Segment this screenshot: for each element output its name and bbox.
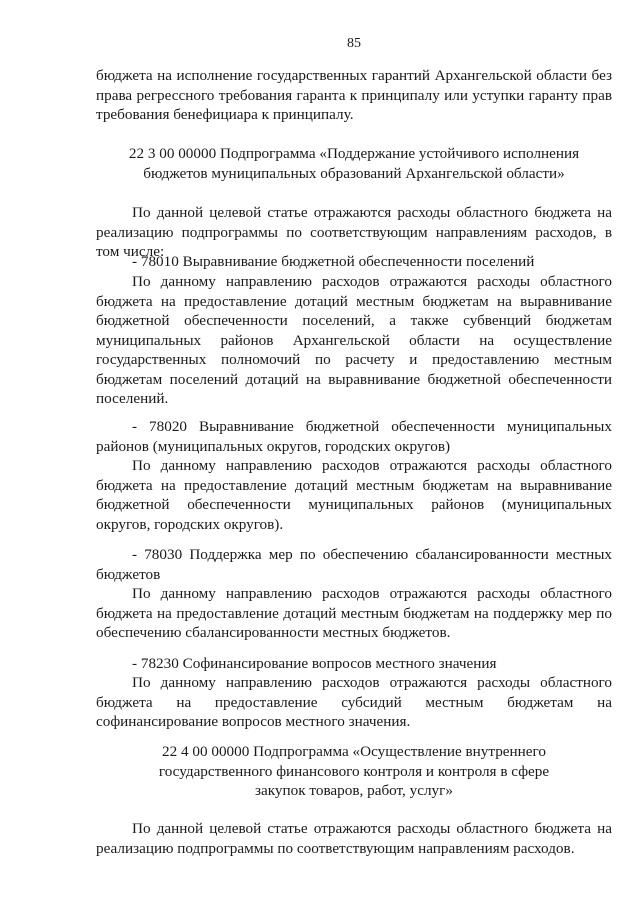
paragraph-22300-description: По данной целевой статье отражаются расходы областного бюджета на реализацию подпрограммы по соответствующим направлениям расходов, в том числе: — [96, 204, 612, 260]
list-item-78010: - 78010 Выравнивание бюджетной обеспеченности поселений — [132, 253, 535, 270]
heading-subprogram-22400: 22 4 00 00000 Подпрограмма «Осуществление внутреннего государственного финансового контроля и контроля в сфере закупок товаров, работ, услуг» — [158, 743, 550, 799]
list-item-78020: - 78020 Выравнивание бюджетной обеспеченности муниципальных районов (муниципальных округов, городских округов) — [96, 418, 612, 455]
paragraph-78230-description: По данному направлению расходов отражаются расходы областного бюджета на предоставление субсидий местным бюджетам на софинансирование вопросов местного значения. — [96, 674, 612, 730]
heading-subprogram-22300: 22 3 00 00000 Подпрограмма «Поддержание устойчивого исполнения бюджетов муниципальных образований Архангельской области» — [128, 145, 580, 182]
paragraph-78030-description: По данному направлению расходов отражаются расходы областного бюджета на предоставление дотаций местным бюджетам на поддержку мер по обеспечению сбалансированности местных бюджетов. — [96, 585, 612, 641]
list-item-78230: - 78230 Софинансирование вопросов местного значения — [132, 655, 497, 672]
paragraph-78020-description: По данному направлению расходов отражаются расходы областного бюджета на предоставление дотаций местным бюджетам на выравнивание бюджетной обеспеченности муниципальных районов (муниципальных округов, городских округов). — [96, 457, 612, 533]
list-item-78030: - 78030 Поддержка мер по обеспечению сбалансированности местных бюджетов — [96, 546, 612, 583]
page-number: 85 — [347, 36, 361, 51]
paragraph-22400-description: По данной целевой статье отражаются расходы областного бюджета на реализацию подпрограммы по соответствующим направлениям расходов. — [96, 820, 612, 857]
paragraph-78010-description: По данному направлению расходов отражаются расходы областного бюджета на предоставление дотаций местным бюджетам на выравнивание бюджетной обеспеченности поселений, а также субвенций бюджетам муниципальных районов Архангельской области на осуществление государственных полномочий по расчету и предоставлению местным бюджетам поселений дотаций на выравнивание бюджетной обеспеченности поселений. — [96, 273, 612, 407]
paragraph-intro-continuation: бюджета на исполнение государственных гарантий Архангельской области без права регрессного требования гаранта к принципалу или уступки гаранту прав требования бенефициара к принципалу. — [96, 67, 612, 123]
